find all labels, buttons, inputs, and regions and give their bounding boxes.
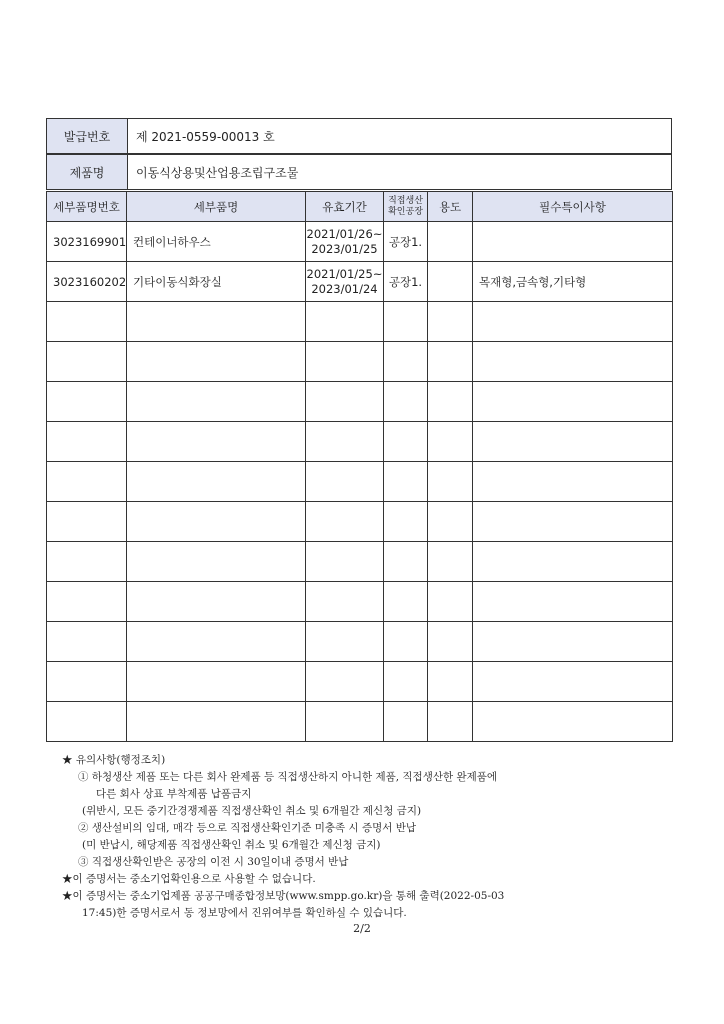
cell-factory: 공장1. xyxy=(384,222,428,262)
empty-row xyxy=(47,422,673,462)
notes-section xyxy=(62,752,662,922)
empty-row xyxy=(47,662,673,702)
note-2-line-a: ② 생산설비의 임대, 매각 등으로 직접생산확인기준 미충족 시 증명서 반납 xyxy=(78,822,417,834)
empty-row xyxy=(47,462,673,502)
col-header-name: 세부품명 xyxy=(127,192,306,222)
cell-use xyxy=(428,262,473,302)
cell-note: 목재형,금속형,기타형 xyxy=(473,262,673,302)
issue-number-value: 제 2021-0559-00013 호 xyxy=(136,129,275,144)
star-note-2: ★이 증명서는 중소기업확인용으로 사용할 수 없습니다. xyxy=(62,873,316,885)
cell-name: 컨테이너하우스 xyxy=(127,222,306,262)
cell-period xyxy=(306,222,384,262)
product-name-value: 이동식상용및산업용조립구조물 xyxy=(136,165,299,180)
issue-number-label: 발급번호 xyxy=(47,119,128,153)
note-1-line-c: (위반시, 모든 중기간경쟁제품 직접생산확인 취소 및 6개월간 제신청 금지) xyxy=(82,805,422,817)
note-1-line-a: ① 하청생산 제품 또는 다른 회사 완제품 등 직접생산하지 아니한 제품, 직접생산한 완제품에 xyxy=(78,771,498,783)
product-name-row xyxy=(46,154,672,190)
col-header-use: 용도 xyxy=(428,192,473,222)
star-note-3-line-a: ★이 증명서는 중소기업제품 공공구매종합정보망(www.smpp.go.kr)을 통해 출력(2022-05-03 xyxy=(62,890,505,902)
empty-row xyxy=(47,582,673,622)
col-header-period: 유효기간 xyxy=(306,192,384,222)
empty-row xyxy=(47,622,673,662)
period-start: 2021/01/26~ xyxy=(306,226,383,241)
col-header-note: 필수특이사항 xyxy=(473,192,673,222)
empty-row xyxy=(47,382,673,422)
cell-period xyxy=(306,262,384,302)
star-note-3-line-b: 17:45)한 증명서로서 동 정보망에서 진위여부를 확인하실 수 있습니다. xyxy=(82,907,407,919)
col-header-factory xyxy=(384,192,428,222)
cell-factory: 공장1. xyxy=(384,262,428,302)
table-header-row xyxy=(47,192,673,222)
cell-use xyxy=(428,222,473,262)
cell-name: 기타이동식화장실 xyxy=(127,262,306,302)
note-2-line-b: (미 반납시, 해당제품 직접생산확인 취소 및 6개월간 제신청 금지) xyxy=(82,839,381,851)
empty-row xyxy=(47,302,673,342)
issue-number-row xyxy=(46,118,672,154)
empty-row xyxy=(47,542,673,582)
empty-row xyxy=(47,502,673,542)
period-end: 2023/01/24 xyxy=(311,281,378,296)
note-3: ③ 직접생산확인받은 공장의 이전 시 30일이내 증명서 반납 xyxy=(78,856,349,868)
table-row xyxy=(47,262,673,302)
col-header-factory-line1: 직접생산 xyxy=(388,195,423,206)
col-header-factory-line2: 확인공장 xyxy=(388,206,423,217)
period-start: 2021/01/25~ xyxy=(306,266,383,281)
table-row xyxy=(47,222,673,262)
product-table xyxy=(46,191,673,742)
cell-code: 3023160202 xyxy=(47,262,127,302)
product-name-label: 제품명 xyxy=(47,155,128,189)
page-number: 2/2 xyxy=(353,922,371,935)
cell-code: 3023169901 xyxy=(47,222,127,262)
empty-row xyxy=(47,342,673,382)
note-1-line-b: 다른 회사 상표 부착제품 납품금지 xyxy=(96,788,252,800)
period-end: 2023/01/25 xyxy=(311,241,378,256)
notes-title: ★ 유의사항(행정조치) xyxy=(62,754,166,766)
cell-note xyxy=(473,222,673,262)
col-header-code: 세부품명번호 xyxy=(47,192,127,222)
empty-row xyxy=(47,702,673,742)
